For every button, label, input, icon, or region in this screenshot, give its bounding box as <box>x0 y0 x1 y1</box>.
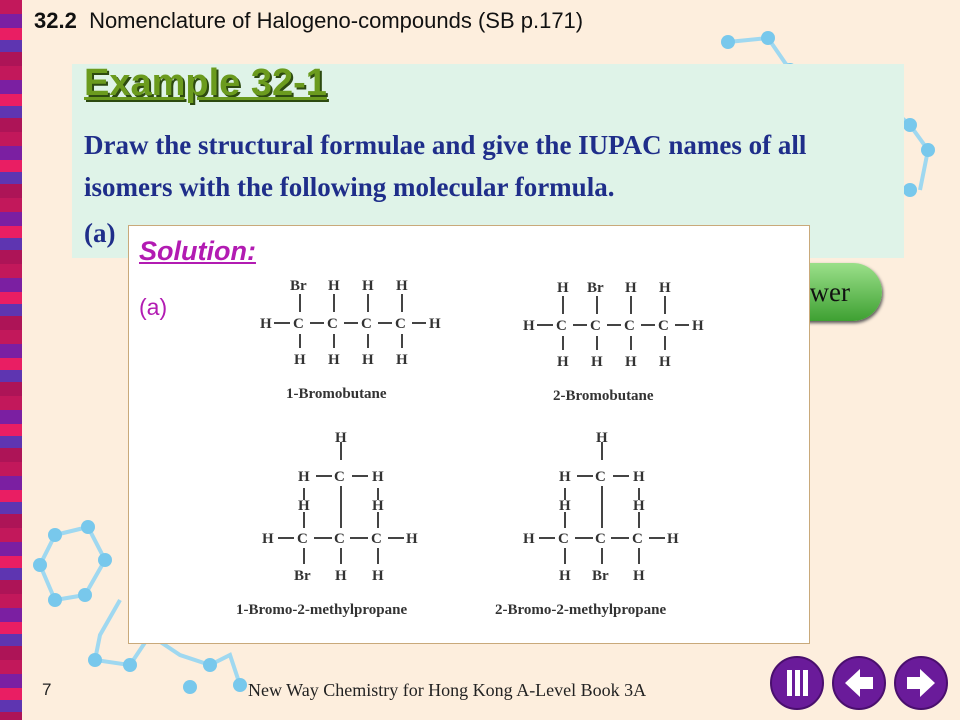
svg-text:Br: Br <box>587 280 604 296</box>
svg-text:H: H <box>591 354 603 370</box>
first-slide-button[interactable] <box>770 656 824 710</box>
svg-text:C: C <box>624 318 635 334</box>
svg-text:H: H <box>633 469 645 485</box>
svg-text:C: C <box>595 531 606 547</box>
svg-text:H: H <box>362 352 374 368</box>
svg-text:Br: Br <box>290 278 307 294</box>
svg-text:C: C <box>595 469 606 485</box>
svg-text:H: H <box>557 354 569 370</box>
svg-text:H: H <box>362 278 374 294</box>
svg-text:H: H <box>298 498 310 514</box>
svg-text:H: H <box>667 531 679 547</box>
svg-text:H: H <box>406 531 418 547</box>
svg-text:H: H <box>335 430 347 446</box>
svg-text:H: H <box>523 318 535 334</box>
svg-text:H: H <box>559 498 571 514</box>
svg-text:Br: Br <box>592 568 609 584</box>
svg-text:H: H <box>298 469 310 485</box>
svg-text:C: C <box>327 316 338 332</box>
section-header <box>34 8 583 34</box>
svg-text:H: H <box>328 352 340 368</box>
svg-text:C: C <box>293 316 304 332</box>
svg-text:C: C <box>371 531 382 547</box>
svg-text:H: H <box>372 568 384 584</box>
structure-name-1-bromobutane: 1-Bromobutane <box>286 386 387 402</box>
solution-popup <box>128 225 810 644</box>
svg-text:C: C <box>558 531 569 547</box>
structure-1-bromo-2-methylpropane <box>234 426 474 626</box>
svg-text:H: H <box>559 568 571 584</box>
svg-text:H: H <box>429 316 441 332</box>
svg-text:C: C <box>361 316 372 332</box>
svg-text:H: H <box>625 354 637 370</box>
svg-text:C: C <box>297 531 308 547</box>
svg-text:C: C <box>334 469 345 485</box>
next-button[interactable] <box>894 656 948 710</box>
structure-2-bromo-2-methylpropane <box>495 426 735 626</box>
svg-text:C: C <box>556 318 567 334</box>
svg-text:H: H <box>328 278 340 294</box>
section-title: Nomenclature of Halogeno-compounds (SB p.171) <box>89 8 584 33</box>
back-arrow-icon <box>834 658 884 708</box>
example-part-label: (a) <box>84 218 116 248</box>
svg-text:C: C <box>658 318 669 334</box>
svg-text:H: H <box>396 352 408 368</box>
svg-text:H: H <box>633 498 645 514</box>
page-number: 7 <box>42 680 52 699</box>
structure-name-2-bromobutane: 2-Bromobutane <box>553 388 654 404</box>
back-button[interactable] <box>832 656 886 710</box>
svg-text:C: C <box>334 531 345 547</box>
book-title: New Way Chemistry for Hong Kong A-Level Book 3A <box>248 680 647 700</box>
svg-text:H: H <box>260 316 272 332</box>
svg-text:H: H <box>596 430 608 446</box>
svg-text:H: H <box>294 352 306 368</box>
first-slide-icon <box>772 658 822 708</box>
svg-text:H: H <box>557 280 569 296</box>
answer-button-label: wer <box>809 277 850 307</box>
structure-2-bromobutane <box>517 278 717 408</box>
svg-text:H: H <box>633 568 645 584</box>
svg-text:C: C <box>590 318 601 334</box>
svg-text:H: H <box>523 531 535 547</box>
svg-text:C: C <box>632 531 643 547</box>
svg-text:H: H <box>335 568 347 584</box>
decorative-side-strip <box>0 0 22 720</box>
svg-text:Br: Br <box>294 568 311 584</box>
svg-text:C: C <box>395 316 406 332</box>
svg-text:H: H <box>372 469 384 485</box>
svg-text:H: H <box>262 531 274 547</box>
svg-text:H: H <box>659 280 671 296</box>
solution-title: Solution: <box>139 236 256 266</box>
structure-1-bromobutane <box>254 276 454 406</box>
section-number: 32.2 <box>34 8 77 33</box>
svg-text:H: H <box>396 278 408 294</box>
svg-text:H: H <box>692 318 704 334</box>
svg-text:H: H <box>559 469 571 485</box>
example-title: Example 32-1 <box>84 62 327 104</box>
next-arrow-icon <box>896 658 946 708</box>
svg-text:H: H <box>625 280 637 296</box>
solution-part-label: (a) <box>139 294 168 320</box>
svg-text:H: H <box>372 498 384 514</box>
svg-text:H: H <box>659 354 671 370</box>
example-question: Draw the structural formulae and give the IUPAC names of all isomers with the following molecular formula. <box>84 130 807 202</box>
structure-name-1-bromo-2-methylpropane: 1-Bromo-2-methylpropane <box>236 602 408 618</box>
structure-name-2-bromo-2-methylpropane: 2-Bromo-2-methylpropane <box>495 602 667 618</box>
